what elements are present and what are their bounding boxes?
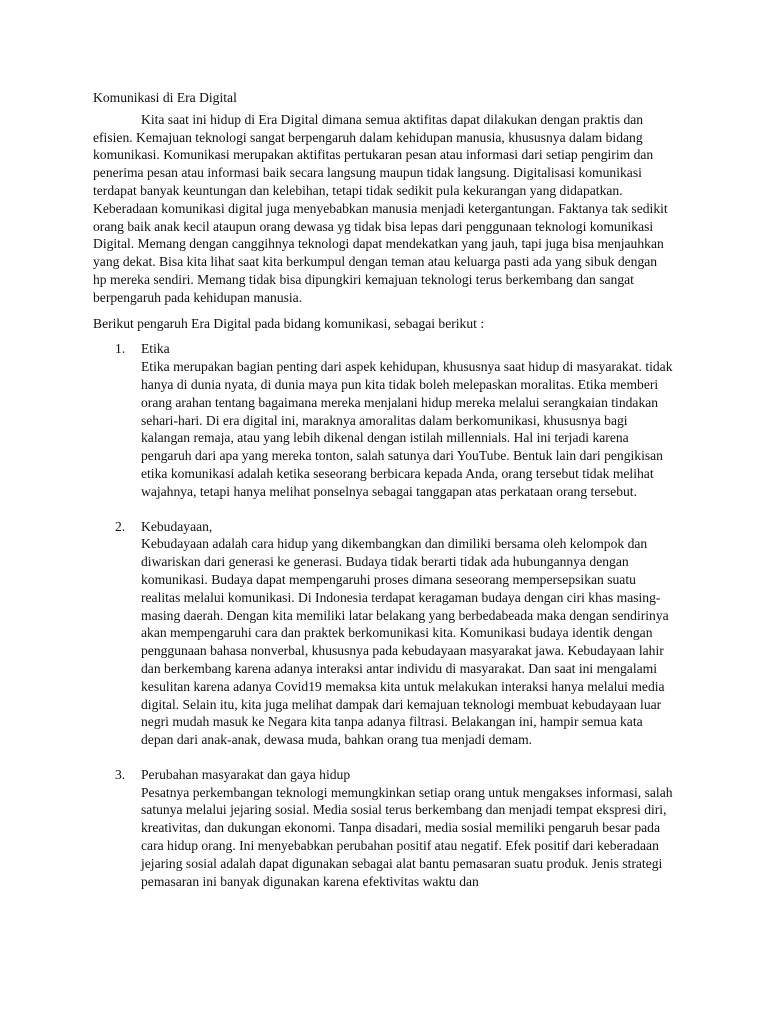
list-item-number: 2. <box>115 518 126 534</box>
list-item-etika <box>93 340 673 500</box>
list-item-kebudayaan <box>93 518 673 749</box>
list-intro: Berikut pengaruh Era Digital pada bidang komunikasi, sebagai berikut : <box>93 315 485 331</box>
document-page <box>93 89 673 907</box>
list-item-heading: Kebudayaan, <box>141 518 213 534</box>
list-item-body: Kebudayaan adalah cara hidup yang dikembangkan dan dimiliki bersama oleh kelompok dan diwariskan dari generasi ke generasi. Budaya tidak berarti tidak ada hubungannya dengan komunikasi. Budaya dapat mempengaruhi proses dimana seseorang mempersepsikan suatu realitas melalui komunikasi. Di Indonesia terdapat keragaman budaya dengan ciri khas masing-masing daerah. Dengan kita memiliki latar belakang yang berbedabeada maka dengan sendirinya akan mempengaruhi cara dan praktek berkomunikasi kita. Komunikasi budaya identik dengan penggunaan bahasa nonverbal, khususnya pada kebudayaan masyarakat jawa. Kebudayaan lahir dan berkembang karena adanya interaksi antar individu di masyarakat. Dan saat ini mengalami kesulitan karena adanya Covid19 memaksa kita untuk melakukan interaksi hanya melalui media digital. Selain itu, kita juga melihat dampak dari kemajuan teknologi membuat kebudayaan luar negri mudah masuk ke Negara kita tanpa adanya filtrasi. Belakangan ini, hampir semua kata depan dari anak-anak, dewasa muda, bahkan orang tua menjadi demam. <box>141 536 669 748</box>
document-title: Komunikasi di Era Digital <box>93 90 237 105</box>
list-item-heading: Etika <box>141 341 170 357</box>
list-item-perubahan <box>93 766 673 891</box>
list-item-number: 1. <box>115 341 126 357</box>
list-item-body: Etika merupakan bagian penting dari aspek kehidupan, khususnya saat hidup di masyarakat. tidak hanya di dunia nyata, di dunia maya pun kita tidak boleh melepaskan moralitas. Etika memberi orang arahan tentang bagaimana mereka menjalani hidup mereka melalui serangkaian tindakan sehari-hari. Di era digital ini, maraknya amoralitas dalam berkomunikasi, khususnya bagi kalangan remaja, atau yang lebih dikenal dengan istilah millennials. Hal ini terjadi karena pengaruh dari apa yang mereka tonton, salah satunya dari YouTube. Bentuk lain dari pengikisan etika komunikasi adalah ketika seseorang berbicara kepada Anda, orang tersebut tidak melihat wajahnya, tetapi hanya melihat ponselnya sebagai tanggapan atas perkataan orang tersebut. <box>141 359 673 499</box>
list-item-heading: Perubahan masyarakat dan gaya hidup <box>141 766 351 782</box>
opening-paragraph: Kita saat ini hidup di Era Digital dimana semua aktifitas dapat dilakukan dengan praktis dan efisien. Kemajuan teknologi sangat berpengaruh dalam kehidupan manusia, khususnya dalam bidang komunikasi. Komunikasi merupakan aktifitas pertukaran pesan atau informasi dari setiap pengirim dan penerima pesan atau informasi baik secara langsung maupun tidak langsung. Digitalisasi komunikasi terdapat banyak keuntungan dan kelebihan, tetapi tidak sedikit pula kekurangan yang didapatkan. Keberadaan komunikasi digital juga menyebabkan manusia menjadi ketergantungan. Faktanya tak sedikit orang baik anak kecil ataupun orang dewasa yg tidak bisa lepas dari penggunaan teknologi komunikasi Digital. Memang dengan canggihnya teknologi dapat mendekatkan yang jauh, tapi juga bisa menjauhkan yang dekat. Bisa kita lihat saat kita berkumpul dengan teman atau keluarga pasti ada yang sibuk dengan hp mereka sendiri. Memang tidak bisa dipungkiri kemajuan teknologi terus berkembang dan sangat berpengaruh pada kehidupan manusia. <box>93 111 668 305</box>
list-item-number: 3. <box>115 766 126 782</box>
numbered-list <box>93 340 673 890</box>
list-item-body: Pesatnya perkembangan teknologi memungkinkan setiap orang untuk mengakses informasi, salah satunya melalui jejaring sosial. Media sosial terus berkembang dan menjadi tempat ekspresi diri, kreativitas, dan dukungan ekonomi. Tanpa disadari, media sosial memiliki pengaruh besar pada cara hidup orang. Ini menyebabkan perubahan positif atau negatif. Efek positif dari keberadaan jejaring sosial adalah dapat digunakan sebagai alat bantu pemasaran suatu produk. Jenis strategi pemasaran ini banyak digunakan karena efektivitas waktu dan <box>141 784 673 889</box>
